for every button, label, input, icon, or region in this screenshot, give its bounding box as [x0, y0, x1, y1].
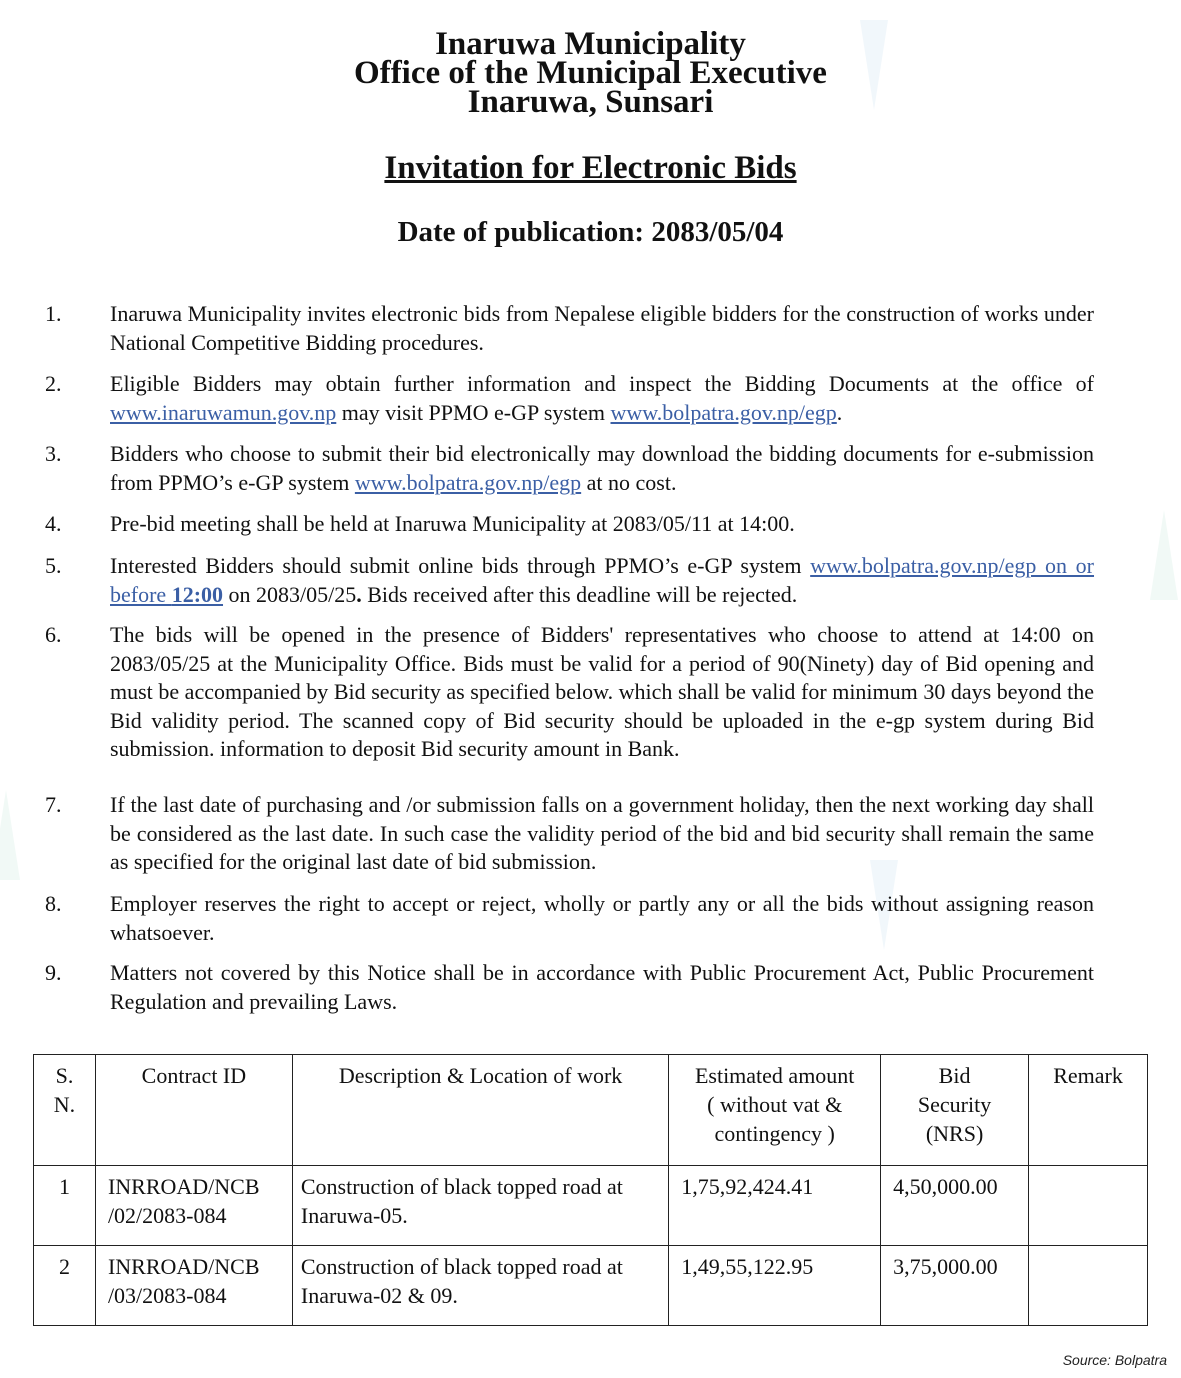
- clause-number: 1.: [45, 301, 62, 326]
- deadline-time[interactable]: 12:00: [171, 581, 224, 607]
- watermark-arrow-icon: [0, 790, 20, 880]
- cell-remark: [1029, 1246, 1148, 1326]
- clause-number: 3.: [45, 441, 62, 466]
- clause-number: 9.: [45, 960, 62, 985]
- office-name: Office of the Municipal Executive: [354, 55, 827, 91]
- clause-text: Matters not covered by this Notice shall be in accordance with Public Procurement Act, Public Procurement Regulation and prevailing Laws.: [110, 960, 1094, 1014]
- cell-contract-id: INRROAD/NCB /03/2083-084: [95, 1246, 292, 1326]
- clause-text: Eligible Bidders may obtain further information and inspect the Bidding Documents at the office of www.inaruwamun.gov.np may visit PPMO e-GP system www.bolpatra.gov.np/egp.: [110, 371, 1094, 425]
- municipality-website-link[interactable]: www.inaruwamun.gov.np: [110, 399, 337, 425]
- clause-text: Interested Bidders should submit online bids through PPMO’s e-GP system www.bolpatra.gov.np/egp on or before 12:00 on 2083/05/25. Bids received after this deadline will be rejected.: [110, 553, 1095, 607]
- clause-text: The bids will be opened in the presence of Bidders' representatives who choose to attend at 14:00 on 2083/05/25 at the Municipality Office. Bids must be valid for a period of 90(Ninety) day of Bid opening and must be accompanied by Bid security as specified below. which shall be valid for minimum 30 days beyond the Bid validity period. The scanned copy of Bid security should be uploaded in the e-gp system during Bid submission. information to deposit Bid security amount in Bank.: [110, 622, 1094, 761]
- column-header-sn: S. N.: [34, 1055, 96, 1166]
- column-header-remark: Remark: [1029, 1055, 1148, 1166]
- clause-text: Bidders who choose to submit their bid electronically may download the bidding documents for e-submission from PPMO’s e-GP system www.bolpatra.gov.np/egp at no cost.: [110, 441, 1094, 495]
- clause-number: 5.: [45, 553, 62, 578]
- table-header-row: [34, 1055, 1148, 1166]
- watermark-arrow-icon: [1150, 510, 1178, 600]
- cell-sn: 1: [34, 1166, 96, 1246]
- source-credit: Source: Bolpatra: [1062, 1352, 1167, 1368]
- cell-sn: 2: [34, 1246, 96, 1326]
- column-header-contract-id: Contract ID: [95, 1055, 292, 1166]
- clause-text: Inaruwa Municipality invites electronic bids from Nepalese eligible bidders for the construction of works under National Competitive Bidding procedures.: [110, 301, 1094, 355]
- table-row: [34, 1166, 1148, 1246]
- office-location: Inaruwa, Sunsari: [467, 84, 714, 120]
- table-row: [34, 1246, 1148, 1326]
- clause-number: 2.: [45, 371, 62, 396]
- column-header-estimated-amount: Estimated amount ( without vat & contingency ): [669, 1055, 881, 1166]
- cell-remark: [1029, 1166, 1148, 1246]
- clause-text: If the last date of purchasing and /or submission falls on a government holiday, then the next working day shall be considered as the last date. In such case the validity period of the bid and bid security shall remain the same as specified for the original last date of bid submission.: [110, 792, 1094, 874]
- cell-description: Construction of black topped road at Inaruwa-02 & 09.: [292, 1246, 668, 1326]
- bid-table: [33, 1054, 1148, 1326]
- clause-text: Employer reserves the right to accept or reject, wholly or partly any or all the bids without assigning reason whatsoever.: [110, 891, 1094, 945]
- cell-estimated-amount: 1,49,55,122.95: [669, 1246, 881, 1326]
- clause-number: 7.: [45, 792, 62, 817]
- municipality-name: Inaruwa Municipality: [435, 26, 746, 62]
- clause-number: 6.: [45, 622, 62, 647]
- notice-title: Invitation for Electronic Bids: [384, 150, 797, 186]
- cell-contract-id: INRROAD/NCB /02/2083-084: [95, 1166, 292, 1246]
- clause-text: Pre-bid meeting shall be held at Inaruwa Municipality at 2083/05/11 at 14:00.: [110, 511, 795, 536]
- clause-number: 4.: [45, 511, 62, 536]
- cell-description: Construction of black topped road at Inaruwa-05.: [292, 1166, 668, 1246]
- egp-website-link[interactable]: www.bolpatra.gov.np/egp: [610, 399, 837, 425]
- column-header-bid-security: Bid Security (NRS): [881, 1055, 1029, 1166]
- cell-bid-security: 3,75,000.00: [881, 1246, 1029, 1326]
- column-header-description: Description & Location of work: [292, 1055, 668, 1166]
- cell-estimated-amount: 1,75,92,424.41: [669, 1166, 881, 1246]
- egp-website-link[interactable]: www.bolpatra.gov.np/egp on or before: [110, 553, 1095, 607]
- egp-website-link[interactable]: www.bolpatra.gov.np/egp: [354, 469, 582, 495]
- publication-date: Date of publication: 2083/05/04: [397, 216, 784, 248]
- clause-number: 8.: [45, 891, 62, 916]
- cell-bid-security: 4,50,000.00: [881, 1166, 1029, 1246]
- office-header: [0, 26, 1181, 120]
